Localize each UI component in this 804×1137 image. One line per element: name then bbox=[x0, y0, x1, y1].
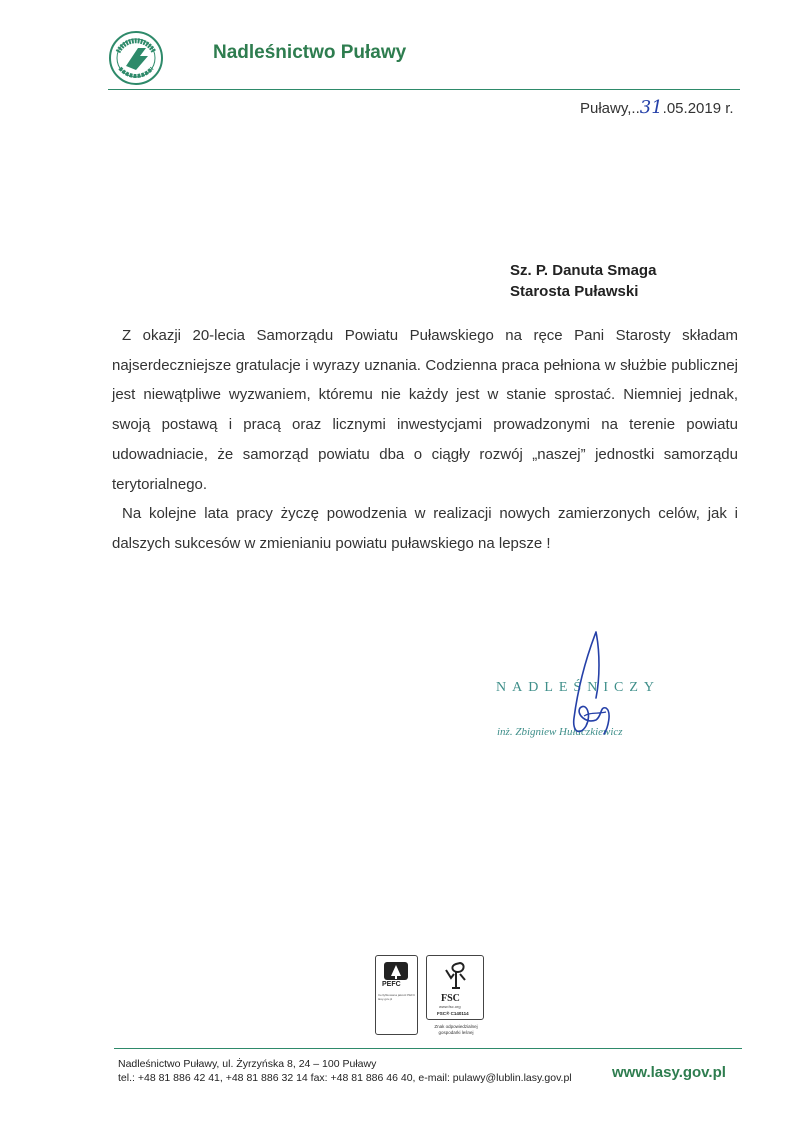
pefc-tree-icon bbox=[383, 961, 409, 981]
fsc-website: www.fsc.org bbox=[439, 1004, 461, 1009]
letter-date bbox=[580, 97, 734, 118]
recipient-block bbox=[510, 260, 656, 302]
fsc-license-code: FSC® C140114 bbox=[437, 1011, 469, 1016]
footer-contact: tel.: +48 81 886 42 41, +48 81 886 32 14 fax: +48 81 886 46 40, e-mail: pulawy@lublin.lasy.gov.pl bbox=[118, 1072, 572, 1084]
fsc-label: FSC bbox=[441, 993, 460, 1004]
organization-name: Nadleśnictwo Puławy bbox=[213, 42, 407, 63]
fsc-tree-checkmark-icon bbox=[442, 960, 470, 992]
pefc-subtext: Certyfikowana jakość PEFC lasy-gov.pl bbox=[378, 993, 416, 1001]
header-divider bbox=[108, 89, 740, 90]
body-paragraph-1: Z okazji 20-lecia Samorządu Powiatu Puławskiego na ręce Pani Starosty składam najserdeczniejsze gratulacje i wyrazy uznania. Codzienna praca pełniona w służbie publicznej jest niewątpliwe wyzwaniem, któremu nie każdy jest w stanie sprostać. Niemniej jednak, swoją postawą i pracą oraz licznymi inwestycjami prowadzonymi na terenie powiatu udowadniacie, że samorząd powiatu dba o ciągły rozwój „naszej” jednostki samorządu terytorialnego. bbox=[112, 327, 738, 493]
letter-body bbox=[112, 321, 738, 559]
body-paragraph-2: Na kolejne lata pracy życzę powodzenia w realizacji nowych zamierzonych celów, jak i dalszych sukcesów w zmienianiu powiatu puławskiego na lepsze ! bbox=[112, 505, 738, 552]
footer-address: Nadleśnictwo Puławy, ul. Żyrzyńska 8, 24 – 100 Puławy bbox=[118, 1058, 377, 1070]
signatory-name-stamp: inż. Zbigniew Hułaczkiewicz bbox=[497, 726, 623, 738]
lasy-panstwowe-logo-icon bbox=[108, 30, 164, 86]
signatory-title-stamp: NADLEŚNICZY bbox=[496, 680, 660, 695]
date-prefix: Puławy, bbox=[580, 100, 632, 117]
recipient-title: Starosta Puławski bbox=[510, 283, 639, 300]
footer-divider bbox=[114, 1048, 742, 1049]
handwritten-signature bbox=[556, 628, 626, 740]
footer-website-link[interactable]: www.lasy.gov.pl bbox=[612, 1064, 726, 1081]
pefc-label: PEFC bbox=[382, 981, 401, 988]
date-suffix: .05.2019 r. bbox=[662, 100, 734, 117]
date-dots: .. bbox=[631, 100, 640, 117]
fsc-caption: Znak odpowiedzialnej gospodarki leśnej bbox=[434, 1024, 478, 1035]
recipient-name: Sz. P. Danuta Smaga bbox=[510, 262, 657, 279]
date-handwritten-day: 31 bbox=[639, 97, 663, 118]
